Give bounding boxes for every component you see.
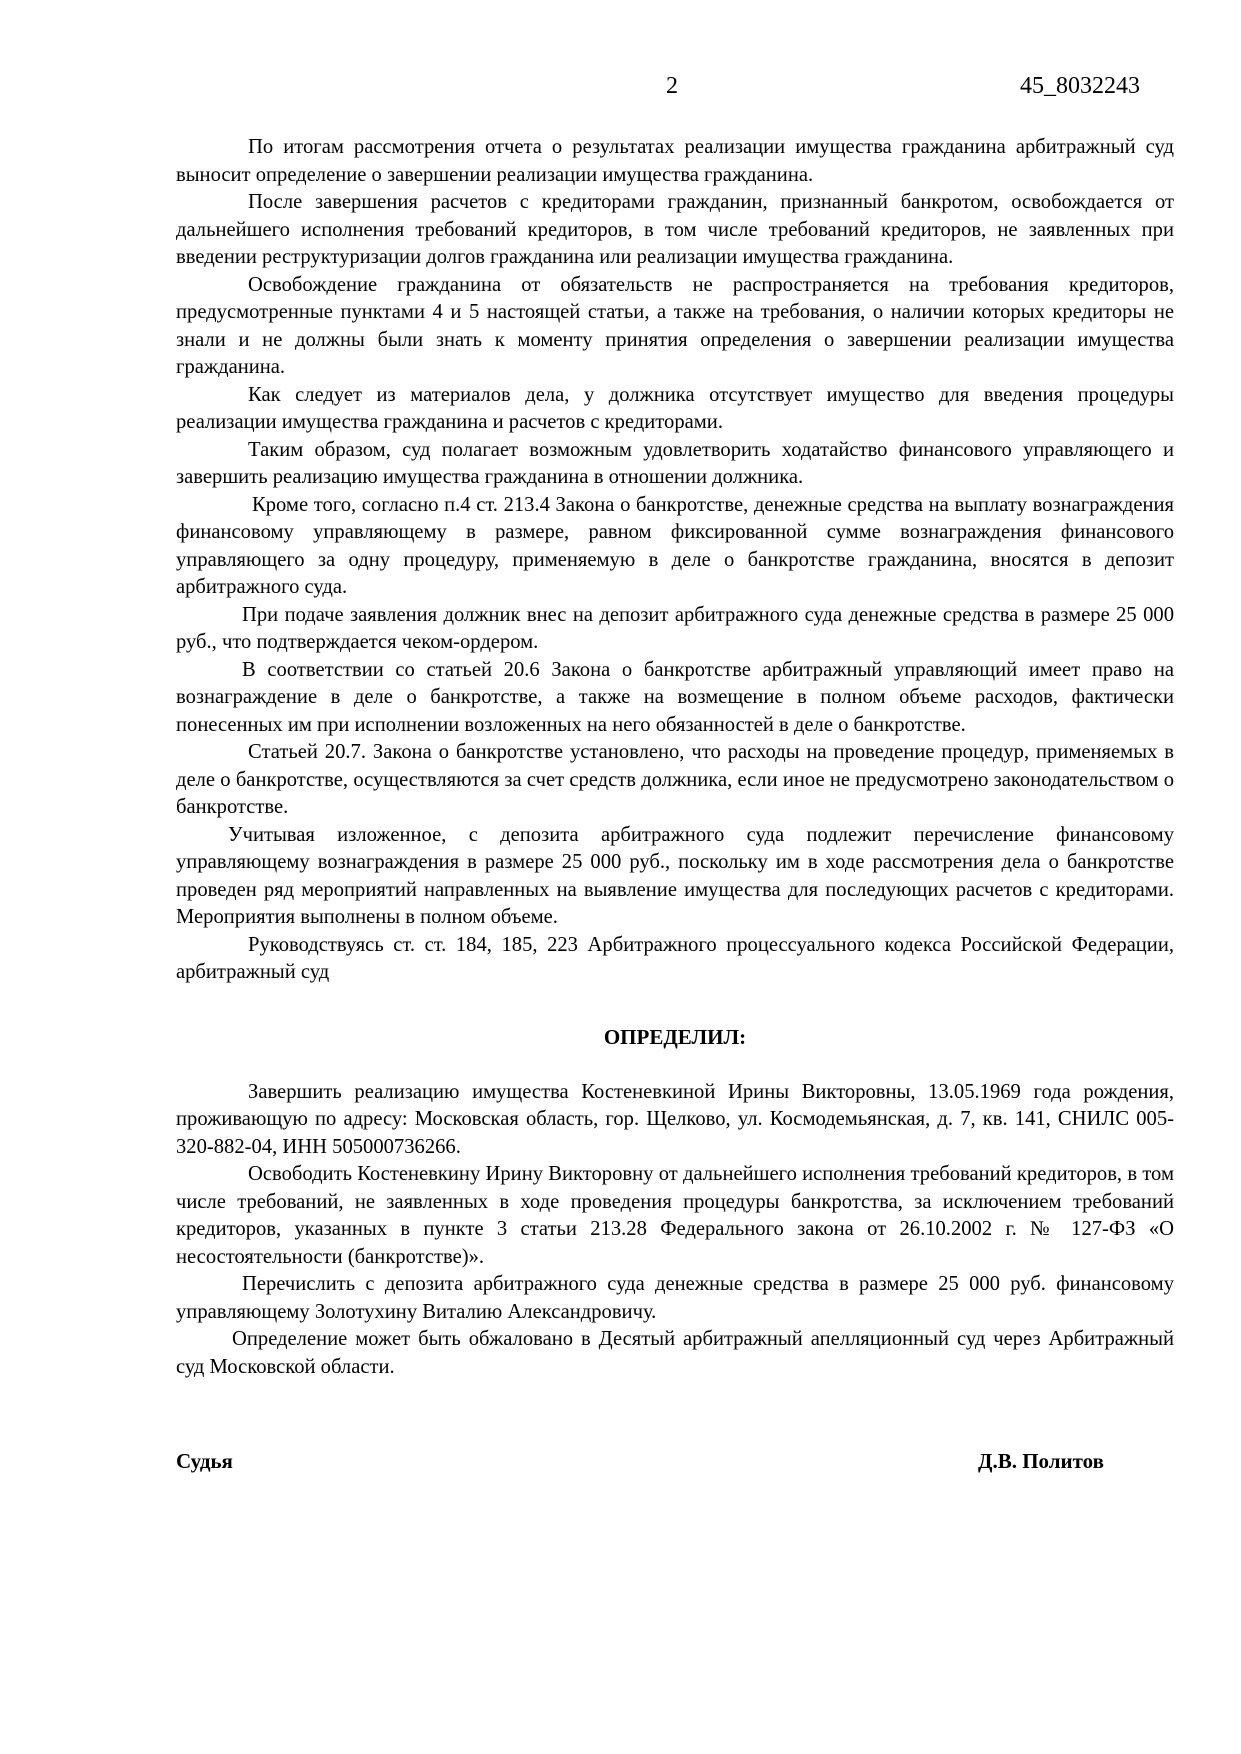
paragraph-transfer-remuneration: Учитывая изложенное, с депозита арбитражного суда подлежит перечисление финансовому управляющему вознаграждения в размере 25 000 руб., поскольку им в ходе рассмотрения дела о банкротстве проведен ряд мероприятий направленных на выявление имущества для последующих расчетов с кредиторами. Мероприятия выполнены в полном объеме. [176,823,1174,928]
case-number: 45_8032243 [1020,73,1140,99]
paragraph-remuneration-deposit: Кроме того, согласно п.4 ст. 213.4 Закона о банкротстве, денежные средства на выплату вознаграждения финансовому управляющему в размере, равном фиксированной сумме вознаграждения финансового управляющего за одну процедуру, применяемую в деле о банкротстве гражданина, вносятся в депозит арбитражного суда. [176,493,1174,598]
paragraph-debtor-deposit: При подаче заявления должник внес на депозит арбитражного суда денежные средства в размере 25 000 руб., что подтверждается чеком-ордером. [176,603,1174,653]
judge-name: Д.В. Политов [978,1449,1104,1473]
ruling-heading: ОПРЕДЕЛИЛ: [603,1024,747,1049]
paragraph-transfer-funds: Перечислить с депозита арбитражного суда денежные средства в размере 25 000 руб. финансовому управляющему Золотухину Виталию Александровичу. [176,1273,1174,1323]
document-body [176,134,1174,1381]
signature-block [176,1447,1104,1475]
page-number: 2 [666,73,678,99]
judge-role: Судья [176,1449,233,1473]
paragraph-report-outcome: По итогам рассмотрения отчета о результатах реализации имущества гражданина арбитражный суд выносит определение о завершении реализации имущества гражданина. [176,136,1174,186]
paragraph-release-exceptions: Освобождение гражданина от обязательств не распространяется на требования кредиторов, предусмотренные пунктами 4 и 5 настоящей статьи, а также на требования, о наличии которых кредиторы не знали и не должны были знать к моменту принятия определения о завершении реализации имущества гражданина. [176,273,1174,378]
paragraph-article-20-6: В соответствии со статьей 20.6 Закона о банкротстве арбитражный управляющий имеет право на вознаграждение в деле о банкротстве, а также на возмещение в полном объеме расходов, фактически понесенных им при исполнении возложенных на него обязанностей в деле о банкротстве. [176,658,1174,736]
paragraph-release-debtor: Освободить Костеневкину Ирину Викторовну от дальнейшего исполнения требований кредиторов, в том числе требований, не заявленных в ходе проведения процедуры банкротства, за исключением требований кредиторов, указанных в пункте 3 статьи 213.28 Федерального закона от 26.10.2002 г. № 127-ФЗ «О несостоятельности (банкротстве)». [176,1163,1174,1268]
paragraph-no-property: Как следует из материалов дела, у должника отсутствует имущество для введения процедуры реализации имущества гражданина и расчетов с кредиторами. [176,383,1174,433]
paragraph-guided-by: Руководствуясь ст. ст. 184, 185, 223 Арбитражного процессуального кодекса Российской Федерации, арбитражный суд [176,933,1174,983]
paragraph-article-20-7: Статьей 20.7. Закона о банкротстве установлено, что расходы на проведение процедур, применяемых в деле о банкротстве, осуществляются за счет средств должника, если иное не предусмотрено законодательством о банкротстве. [176,741,1174,818]
paragraph-court-conclusion: Таким образом, суд полагает возможным удовлетворить ходатайство финансового управляющего и завершить реализацию имущества гражданина в отношении должника. [176,438,1174,488]
paragraph-appeal: Определение может быть обжаловано в Десятый арбитражный апелляционный суд через Арбитражный суд Московской области. [176,1328,1174,1378]
paragraph-complete-realization: Завершить реализацию имущества Костеневкиной Ирины Викторовны, 13.05.1969 года рождения, проживающую по адресу: Московская область, гор. Щелково, ул. Космодемьянская, д. 7, кв. 141, СНИЛС 005-320-882-04, ИНН 505000736266. [176,1080,1174,1158]
paragraph-release-from-obligations: После завершения расчетов с кредиторами гражданин, признанный банкротом, освобождается от дальнейшего исполнения требований кредиторов, в том числе требований кредиторов, не заявленных при введении реструктуризации долгов гражданина или реализации имущества гражданина. [176,191,1174,268]
